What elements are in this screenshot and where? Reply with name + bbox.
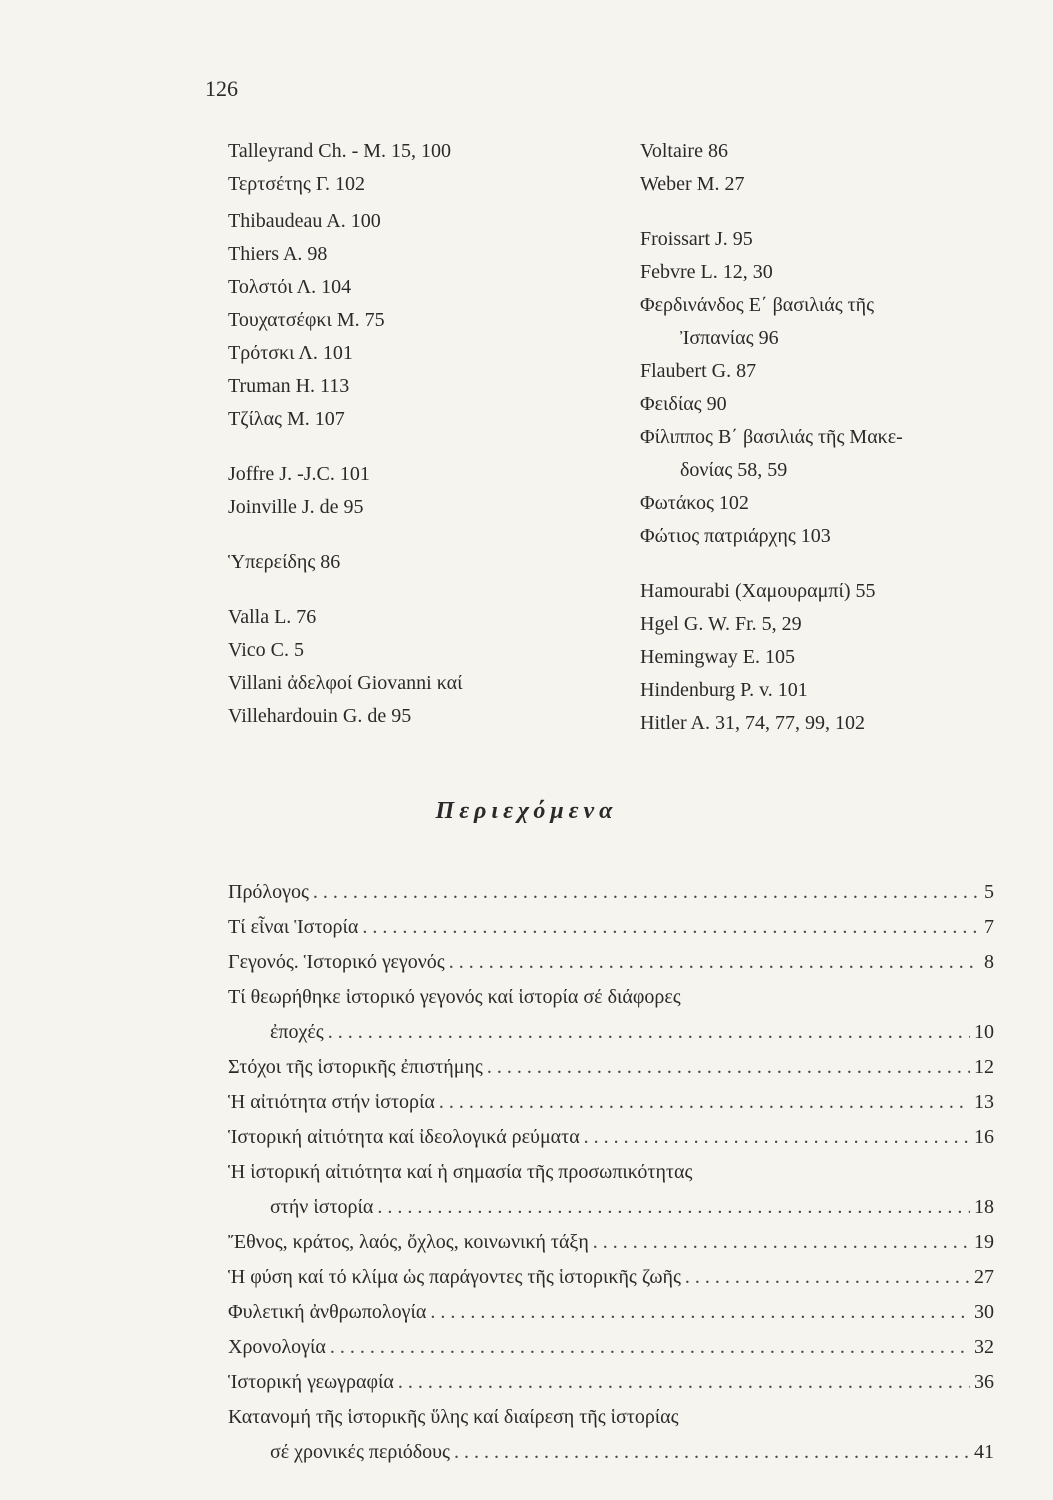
dot-leader	[362, 910, 980, 945]
toc-entry-continuation	[228, 1190, 994, 1225]
toc-page-number: 10	[974, 1021, 994, 1043]
toc-entry-title: Ἱστορική αἰτιότητα καί ἰδεολογικά ρεύματα	[228, 1126, 580, 1148]
dot-leader	[377, 1190, 970, 1225]
toc-page-number: 30	[974, 1301, 994, 1323]
toc-entry	[228, 1330, 994, 1365]
toc-entry-title: Τί εἶναι Ἱστορία	[228, 916, 359, 938]
index-entry: Τουχατσέφκι Μ. 75	[228, 309, 385, 331]
toc-entry-title-continued: στήν ἱστορία	[270, 1196, 374, 1218]
toc-page-number: 19	[974, 1231, 994, 1253]
toc-page-number: 16	[974, 1126, 994, 1148]
index-entry: Τολστόι Λ. 104	[228, 276, 352, 298]
dot-leader	[328, 1015, 970, 1050]
index-entry: Joinville J. de 95	[228, 496, 364, 518]
index-entry: Φίλιππος Β΄ βασιλιάς τῆς Μακε-	[640, 426, 903, 448]
index-entry: Febvre L. 12, 30	[640, 261, 773, 283]
toc-entry-title: Ἡ ἱστορική αἰτιότητα καί ἡ σημασία τῆς προσωπικότητας	[228, 1161, 693, 1183]
toc-entry	[228, 1400, 994, 1435]
toc-entry-continuation	[228, 1435, 994, 1470]
index-entry: Τζίλας Μ. 107	[228, 408, 345, 430]
toc-entry	[228, 1260, 994, 1295]
toc-entry-title: Ἔθνος, κράτος, λαός, ὄχλος, κοινωνική τάξη	[228, 1231, 589, 1253]
index-entry: Villani ἀδελφοί Giovanni καί	[228, 672, 463, 694]
index-entry: Τερτσέτης Γ. 102	[228, 173, 366, 195]
toc-entry	[228, 1365, 994, 1400]
index-entry: Flaubert G. 87	[640, 360, 757, 382]
toc-entry-title: Ἱστορική γεωγραφία	[228, 1371, 394, 1393]
toc-page-number: 32	[974, 1336, 994, 1358]
index-entry: Truman H. 113	[228, 375, 350, 397]
toc-entry	[228, 945, 994, 980]
toc-entry-title: Ἡ φύση καί τό κλίμα ὡς παράγοντες τῆς ἱστορικῆς ζωῆς	[228, 1266, 681, 1288]
page-number: 126	[205, 76, 238, 101]
toc-page-number: 8	[984, 951, 994, 973]
toc-entry-title: Πρόλογος	[228, 881, 309, 903]
toc-page-number: 41	[974, 1441, 994, 1463]
index-entry: Talleyrand Ch. - M. 15, 100	[228, 140, 452, 162]
toc-page-number: 18	[974, 1196, 994, 1218]
toc-entry	[228, 875, 994, 910]
index-entry: Joffre J. -J.C. 101	[228, 463, 370, 485]
toc-entry-title: Φυλετική ἀνθρωπολογία	[228, 1301, 427, 1323]
index-entry: Hamourabi (Χαμουραμπί) 55	[640, 580, 876, 602]
toc-entry-title: Τί θεωρήθηκε ἱστορικό γεγονός καί ἱστορία σέ διάφορες	[228, 986, 681, 1008]
dot-leader	[593, 1225, 970, 1260]
toc-page-number: 7	[984, 916, 994, 938]
dot-leader	[685, 1260, 970, 1295]
toc-entry	[228, 910, 994, 945]
toc-entry-title: Ἡ αἰτιότητα στήν ἱστορία	[228, 1091, 435, 1113]
index-entry: Hitler A. 31, 74, 77, 99, 102	[640, 712, 865, 734]
toc-entry	[228, 980, 994, 1015]
index-entry: δονίας 58, 59	[680, 459, 788, 481]
index-entry: Froissart J. 95	[640, 228, 753, 250]
toc-page-number: 27	[974, 1266, 994, 1288]
dot-leader	[439, 1085, 970, 1120]
toc-entry	[228, 1225, 994, 1260]
toc-page-number: 12	[974, 1056, 994, 1078]
toc-entry-title-continued: σέ χρονικές περιόδους	[270, 1441, 450, 1463]
dot-leader	[430, 1295, 970, 1330]
toc-page-number: 5	[984, 881, 994, 903]
index-entry: Voltaire 86	[640, 140, 728, 162]
index-column-left	[228, 135, 462, 733]
toc-page-number: 13	[974, 1091, 994, 1113]
toc-entry	[228, 1120, 994, 1155]
toc-entry	[228, 1155, 994, 1190]
dot-leader	[398, 1365, 970, 1400]
dot-leader	[449, 945, 980, 980]
index-entry: Τρότσκι Λ. 101	[228, 342, 353, 364]
toc-entry-title: Στόχοι τῆς ἱστορικῆς ἐπιστήμης	[228, 1056, 483, 1078]
toc-page-number: 36	[974, 1371, 994, 1393]
table-of-contents	[228, 875, 994, 1470]
toc-entry-title: Χρονολογία	[228, 1336, 326, 1358]
dot-leader	[487, 1050, 970, 1085]
toc-entry	[228, 1295, 994, 1330]
toc-heading: Περιεχόμενα	[435, 798, 618, 824]
toc-entry	[228, 1085, 994, 1120]
toc-entry-title: Γεγονός. Ἱστορικό γεγονός	[228, 951, 445, 973]
toc-entry-title-continued: ἐποχές	[270, 1021, 324, 1043]
dot-leader	[330, 1330, 970, 1365]
index-entry: Φώτιος πατριάρχης 103	[640, 525, 831, 547]
toc-entry-continuation	[228, 1015, 994, 1050]
dot-leader	[584, 1120, 970, 1155]
index-entry: Ἰσπανίας 96	[680, 327, 779, 349]
index-entry: Hindenburg P. v. 101	[640, 679, 808, 701]
index-entry: Weber M. 27	[640, 173, 745, 195]
index-entry: Hgel G. W. Fr. 5, 29	[640, 613, 802, 635]
index-entry: Ὑπερείδης 86	[228, 551, 341, 573]
index-entry: Vico C. 5	[228, 639, 305, 661]
dot-leader	[313, 875, 980, 910]
index-entry: Φωτάκος 102	[640, 492, 749, 514]
index-entry: Thibaudeau A. 100	[228, 210, 381, 232]
toc-entry-title: Κατανομή τῆς ἱστορικῆς ὕλης καί διαίρεση τῆς ἱστορίας	[228, 1406, 679, 1428]
toc-entry	[228, 1050, 994, 1085]
index-column-right	[640, 135, 903, 740]
index-entry: Φειδίας 90	[640, 393, 727, 415]
index-entry: Villehardouin G. de 95	[228, 705, 412, 727]
index-entry: Thiers A. 98	[228, 243, 328, 265]
dot-leader	[454, 1435, 970, 1470]
index-entry: Φερδινάνδος Ε΄ βασιλιάς τῆς	[640, 294, 875, 316]
index-entry: Valla L. 76	[228, 606, 317, 628]
index-entry: Hemingway E. 105	[640, 646, 795, 668]
